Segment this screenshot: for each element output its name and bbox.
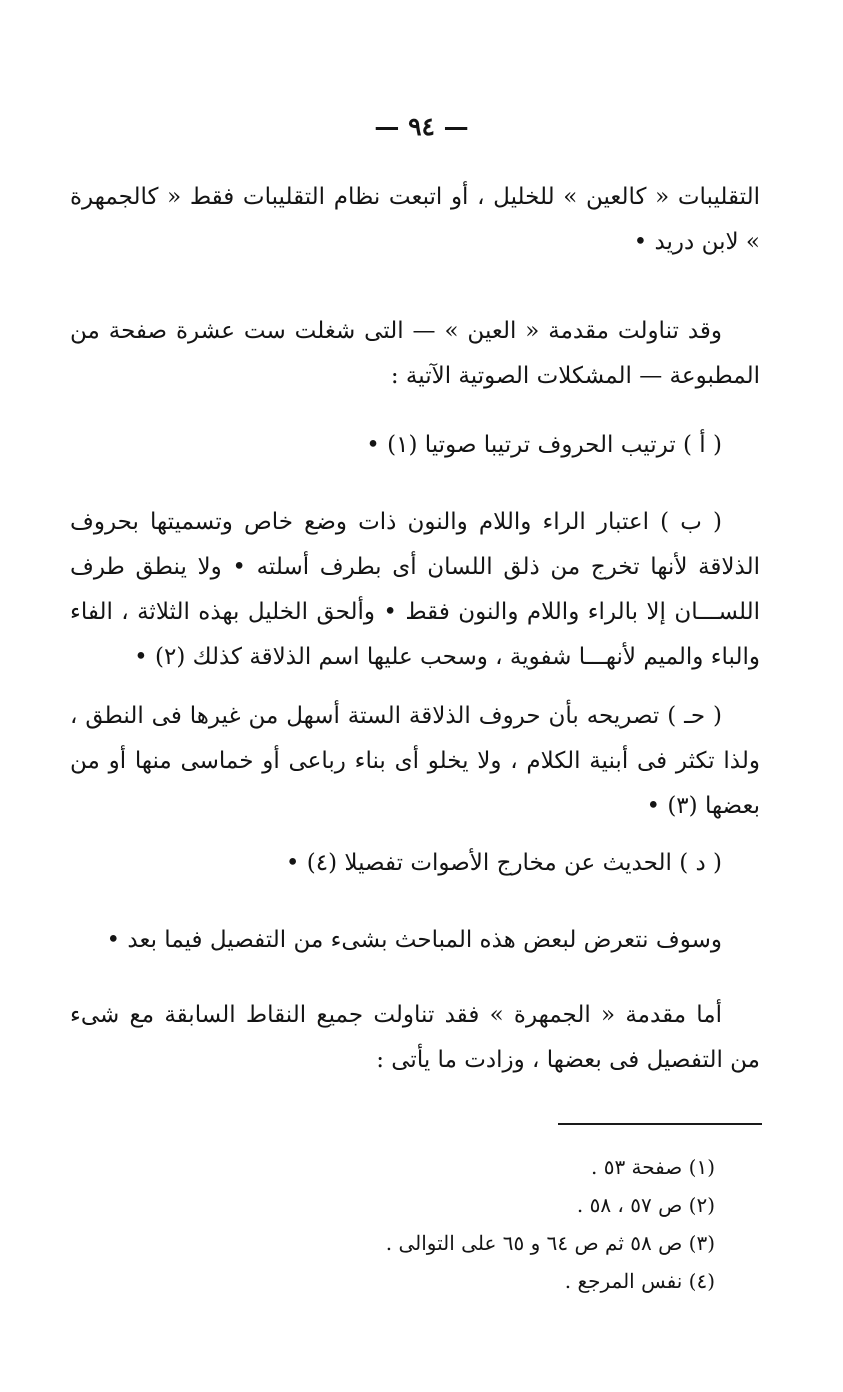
list-item-text: ( حـ ) تصريحه بأن حروف الذلاقة الستة أسهل من غيرها فى النطق ، ولذا تكثر فى أبنية الكلام ، ولا يخلو أى بناء رباعى أو خماسى منها أو من بعضها (٣) • — [70, 703, 760, 819]
list-item-text: ( ب ) اعتبار الراء واللام والنون ذات وضع خاص وتسميتها بحروف الذلاقة لأنها تخرج من ذلق اللسان أى بطرف أسلته • ولا ينطق طرف اللســـان إلا بالراء واللام والنون فقط • وألحق الخليل بهذه الثلاثة ، الفاء والباء والميم لأنهـــا شفوية ، وسحب عليها اسم الذلاقة كذلك (٢) • — [70, 509, 760, 670]
paragraph-continuation — [70, 175, 760, 265]
paragraph-text: وقد تناولت مقدمة « العين » — التى شغلت ست عشرة صفحة من المطبوعة — المشكلات الصوتية الآتية : — [70, 318, 760, 389]
footnote-divider — [558, 1123, 762, 1125]
list-item-b — [70, 500, 760, 680]
footnote-2: (٢) ص ٥٧ ، ٥٨ . — [576, 1193, 715, 1217]
list-item-text: ( أ ) ترتيب الحروف ترتيبا صوتيا (١) • — [366, 432, 722, 458]
page-number: — ٩٤ — — [374, 112, 469, 141]
paragraph-text: أما مقدمة « الجمهرة » فقد تناولت جميع النقاط السابقة مع شىء من التفصيل فى بعضها ، وزادت ما يأتى : — [70, 1002, 760, 1073]
paragraph-al-jamhara — [70, 993, 760, 1083]
footnote-4: (٤) نفس المرجع . — [564, 1269, 715, 1293]
paragraph-later-discussion — [70, 918, 760, 963]
paragraph-text: التقليبات « كالعين » للخليل ، أو اتبعت نظام التقليبات فقط « كالجمهرة » لابن دريد • — [70, 184, 760, 255]
paragraph-intro-al-ayn — [70, 309, 760, 399]
footnote-3: (٣) ص ٥٨ ثم ص ٦٤ و ٦٥ على التوالى . — [385, 1231, 715, 1255]
list-item-a — [70, 423, 760, 468]
footnote-1: (١) صفحة ٥٣ . — [590, 1155, 715, 1179]
footnotes — [70, 1148, 715, 1300]
list-item-text: ( د ) الحديث عن مخارج الأصوات تفصيلا (٤) • — [285, 850, 722, 876]
list-item-c — [70, 694, 760, 829]
paragraph-text: وسوف نتعرض لبعض هذه المباحث بشىء من التفصيل فيما بعد • — [106, 927, 722, 953]
list-item-d — [70, 841, 760, 886]
